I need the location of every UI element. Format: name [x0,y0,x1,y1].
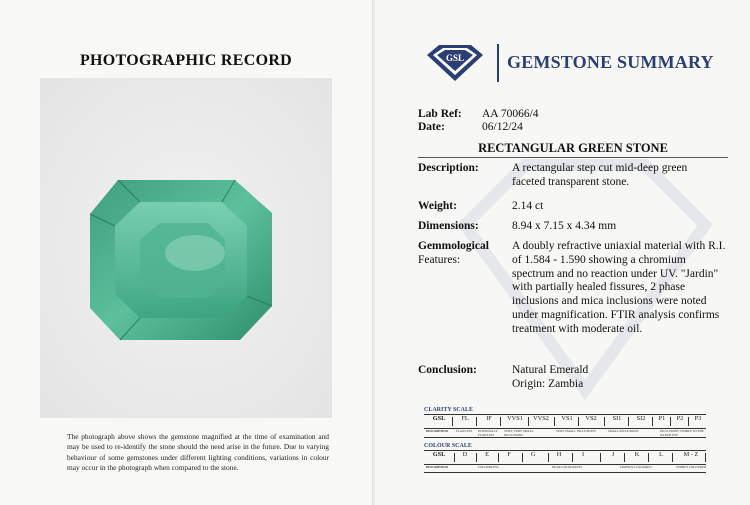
features-label: Features: [418,254,461,266]
features-text: A doubly refractive uniaxial material with R.I. of 1.584 - 1.590 showing a chromium spectrum and no reaction under UV. "Jardin" with partially healed fissures, 2 phase inclusions and mica inclusions were noted under magnification. FTIR analysis confirms treatment with moderate oil. [512,240,726,335]
clarity-grade: VS1 [561,415,573,422]
colour-scale-title: COLOUR SCALE [424,443,472,449]
clarity-grade: SI2 [636,415,646,422]
colour-grade: L [659,451,663,458]
clarity-grade: P1 [658,415,666,422]
summary-title: GEMSTONE SUMMARY [507,52,714,72]
colour-grade: D [462,451,468,458]
scale-divider [672,453,673,462]
heading-divider [418,157,728,158]
clarity-scale [424,414,706,429]
scale-divider [476,453,477,462]
clarity-grade: IF [486,415,492,422]
colour-description-row [424,464,706,473]
clarity-description-row [424,428,706,438]
scale-divider [572,453,573,462]
colour-grade: I [581,451,585,458]
clarity-description-label: DESCRIPTION [426,429,449,433]
colour-description-label: DESCRIPTION [426,465,449,469]
clarity-scale-title: CLARITY SCALE [424,407,473,413]
description-value: A rectangular step cut mid-deep green faceted transparent stone. [512,162,688,188]
clarity-description: VERY SMALL INCLUSIONS [556,429,596,433]
diamond-logo-icon [421,43,489,83]
scale-divider [705,453,706,462]
clarity-description: VERY, VERY SMALL INCLUSIONS [504,429,534,437]
date-label: Date: [418,121,445,133]
clarity-grade: FL [461,415,469,422]
stone-heading: RECTANGULAR GREEN STONE [478,141,668,155]
clarity-description: SMALL INCLUSIONS [608,429,639,433]
scale-divider [498,453,499,462]
colour-grade: G [530,451,536,458]
photo-caption: The photograph above shows the gemstone magnified at the time of examination and may be used to re-identify the stone should the need arise in the future. Due to varying behaviour of some gemstones under different lighting conditions, variations in colour may occur in the photograph when compared to the stone. [67,432,329,473]
logo-divider [497,44,499,82]
scale-divider [652,417,653,426]
clarity-description: FLAWLESS [456,429,473,433]
colour-grade: J [611,451,615,458]
colour-row-label: GSL [432,451,446,458]
colour-description: VISIBLY COLOURED [676,465,707,469]
scale-divider [688,417,689,426]
clarity-grade: P3 [694,415,702,422]
photo-title: PHOTOGRAPHIC RECORD [79,52,293,69]
scale-divider [578,417,579,426]
clarity-grade: SI1 [612,415,622,422]
lab-ref-value: AA 70066/4 [482,108,539,120]
description-label: Description: [418,162,479,174]
scale-divider [554,417,555,426]
logo-text: GSL [445,53,465,63]
scale-divider [452,417,453,426]
weight-value: 2.14 ct [512,200,544,212]
scale-divider [522,453,523,462]
scale-divider [604,417,605,426]
scale-divider [500,417,501,426]
weight-label: Weight: [418,200,457,212]
scale-divider [548,453,549,462]
colour-grade: H [556,451,562,458]
scale-divider [624,453,625,462]
scale-divider [628,417,629,426]
scale-divider [648,453,649,462]
colour-grade: E [485,451,489,458]
clarity-grade: VS2 [585,415,597,422]
gemmological-label: Gemmological [418,240,489,252]
gemstone-photo [40,78,332,418]
dimensions-label: Dimensions: [418,220,479,232]
scale-divider [528,417,529,426]
conclusion-label: Conclusion: [418,364,477,376]
colour-grade: K [634,451,640,458]
clarity-description: INTERNALLY FLAWLESS [478,429,498,437]
colour-description: COLOURLESS [478,465,499,469]
scale-divider [454,453,455,462]
clarity-description: INCLUSIONS VISIBLE TO THE NAKED EYE [660,429,704,437]
colour-grade: M - Z [683,451,699,458]
origin-value: Origin: Zambia [512,378,584,390]
date-value: 06/12/24 [482,121,523,133]
colour-description: NEAR COLOURLESS [552,465,583,469]
conclusion-value: Natural Emerald [512,364,589,376]
dimensions-value: 8.94 x 7.15 x 4.34 mm [512,220,617,232]
lab-ref-label: Lab Ref: [418,108,462,120]
colour-grade: F [507,451,511,458]
clarity-grade: VVS1 [507,415,523,422]
clarity-grade: P2 [676,415,684,422]
scale-divider [600,453,601,462]
scale-divider [476,417,477,426]
colour-scale [424,450,706,465]
clarity-row-label: GSL [432,415,446,422]
colour-description: LIGHTLY COLOURED [620,465,652,469]
scale-divider [670,417,671,426]
clarity-grade: VVS2 [533,415,549,422]
